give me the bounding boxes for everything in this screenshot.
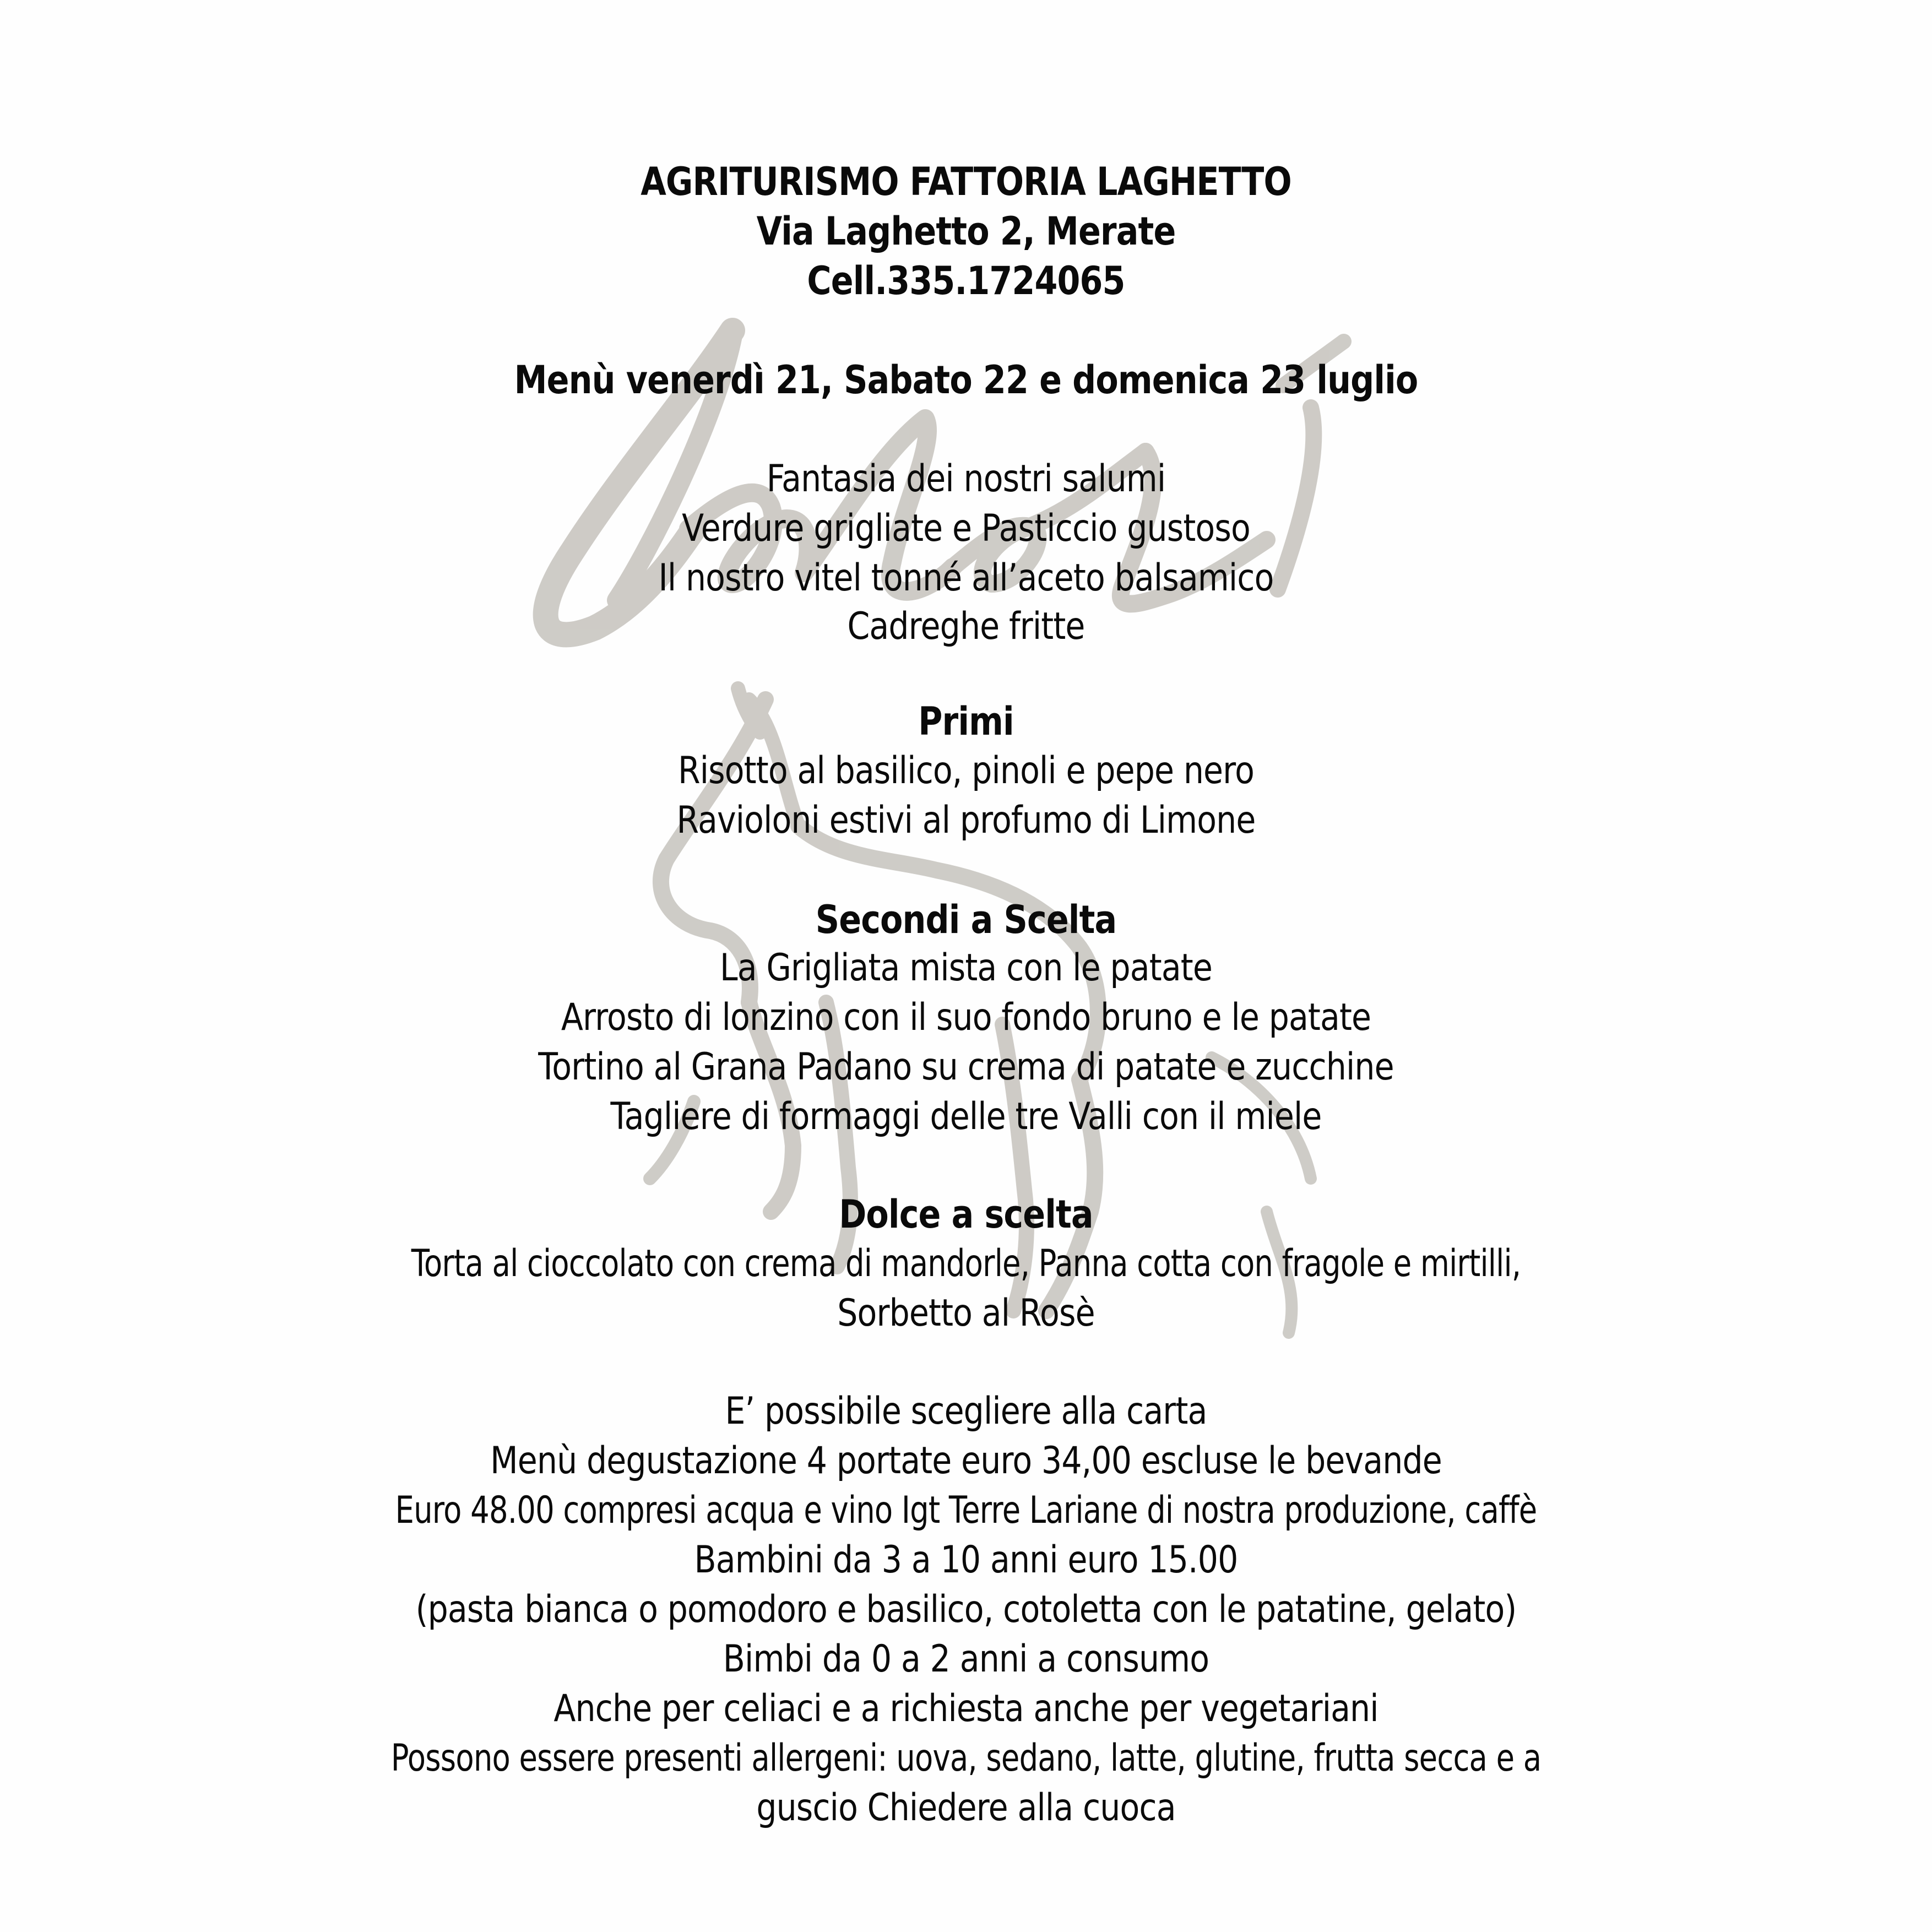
info-line: Bimbi da 0 a 2 anni a consumo	[723, 1637, 1209, 1681]
secondi-heading: Secondi a Scelta	[815, 897, 1117, 942]
secondi-item: Tortino al Grana Padano su crema di patate e zucchine	[538, 1045, 1394, 1089]
dolce-item: Torta al cioccolato con crema di mandorle, Panna cotta con fragole e mirtilli,	[411, 1242, 1521, 1285]
business-name: AGRITURISMO FATTORIA LAGHETTO	[641, 159, 1291, 204]
antipasto-item: Fantasia dei nostri salumi	[766, 457, 1166, 501]
antipasto-item: Il nostro vitel tonné all’aceto balsamico	[658, 556, 1274, 600]
info-line: guscio Chiedere alla cuoca	[756, 1786, 1176, 1830]
secondi-item: La Grigliata mista con le patate	[720, 946, 1212, 990]
info-line: Possono essere presenti allergeni: uova, sedano, latte, glutine, frutta secca e a	[390, 1736, 1542, 1780]
primi-heading: Primi	[918, 699, 1014, 744]
primi-item: Ravioloni estivi al profumo di Limone	[676, 799, 1256, 842]
antipasto-item: Cadreghe fritte	[847, 605, 1085, 648]
info-line: Anche per celiaci e a richiesta anche per vegetariani	[553, 1687, 1379, 1730]
info-line: Euro 48.00 compresi acqua e vino Igt Terre Lariane di nostra produzione, caffè	[395, 1489, 1537, 1532]
secondi-item: Arrosto di lonzino con il suo fondo bruno e le patate	[561, 996, 1371, 1039]
info-line: (pasta bianca o pomodoro e basilico, cotoletta con le patatine, gelato)	[415, 1588, 1517, 1631]
dolce-item: Sorbetto al Rosè	[837, 1291, 1095, 1335]
phone-number: Cell.335.1724065	[807, 258, 1125, 303]
secondi-item: Tagliere di formaggi delle tre Valli con il miele	[610, 1095, 1322, 1138]
dolce-heading: Dolce a scelta	[839, 1192, 1093, 1237]
menu-dates-title: Menù venerdì 21, Sabato 22 e domenica 23 luglio	[514, 357, 1418, 403]
antipasto-item: Verdure grigliate e Pasticcio gustoso	[682, 507, 1250, 550]
info-line: Menù degustazione 4 portate euro 34,00 escluse le bevande	[490, 1439, 1442, 1483]
address: Via Laghetto 2, Merate	[756, 209, 1176, 254]
primi-item: Risotto al basilico, pinoli e pepe nero	[677, 749, 1255, 793]
info-line: E’ possibile scegliere alla carta	[725, 1390, 1207, 1433]
info-line: Bambini da 3 a 10 anni euro 15.00	[694, 1538, 1238, 1582]
